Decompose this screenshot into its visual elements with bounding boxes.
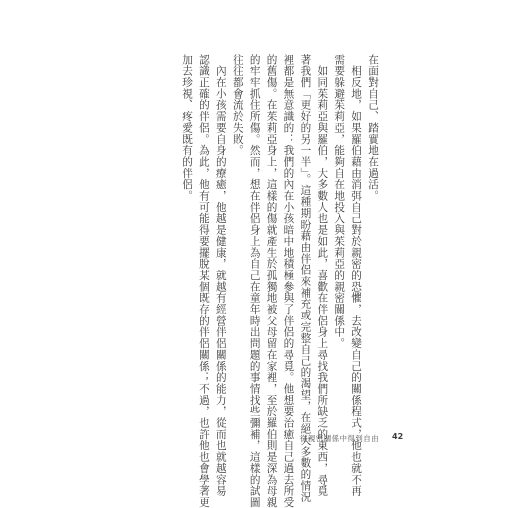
text-column: 在面對自己、踏實地在過活。 (367, 54, 379, 202)
text-column: 的牢牢抓住所傷。然而，想在伴侶身上為自己在童年時出問題的事情找些彌補，這樣的試圖 (248, 54, 261, 508)
page-number: 42 (392, 432, 404, 441)
text-column: 的舊傷。在茱莉亞身上，這樣的傷就產生於孤獨地被父母留在家裡，至於羅伯則是深為母親 (265, 54, 278, 508)
text-column: 內在小孩需要自身的療癒，他越是健康，就越有經營伴侶關係的能力，從而也就越容易 (214, 54, 227, 497)
text-column: 加去珍視、疼愛既有的伴侶。 (181, 54, 194, 202)
text-column: 相反地，如果羅伯藉由消弭自己對於親密的恐懼，去改變自己的關係程式，他也就不再 (350, 54, 363, 497)
text-column: 如同茱莉亞與羅伯，大多數人也是如此，喜歡在伴侶身上尋找我們所缺乏的東西，尋覓 (316, 54, 329, 497)
running-footer-title: 從親密關係中得到自由 (300, 434, 379, 443)
text-column: 往往都會流於失敗。 (231, 54, 244, 157)
page-footer (300, 431, 460, 445)
text-column: 需要躲避茱莉亞，能夠自在地投入與茱莉亞的親密關係中。 (333, 54, 346, 350)
text-column: 著我們「更好的另一半」。這種期盼藉由伴侶來補充或完整自己的渴望，在絕大多數的情況 (299, 54, 312, 503)
text-column: 認識正確的伴侶。為此，他有可能得要擺脫某個既存的伴侶關係；不過，也許他也會學著更 (197, 54, 210, 508)
text-column: 裡都是無意識的：我們的內在小孩暗中地積極參與了伴侶的尋覓。他想要治癒自己過去所受 (282, 54, 295, 508)
